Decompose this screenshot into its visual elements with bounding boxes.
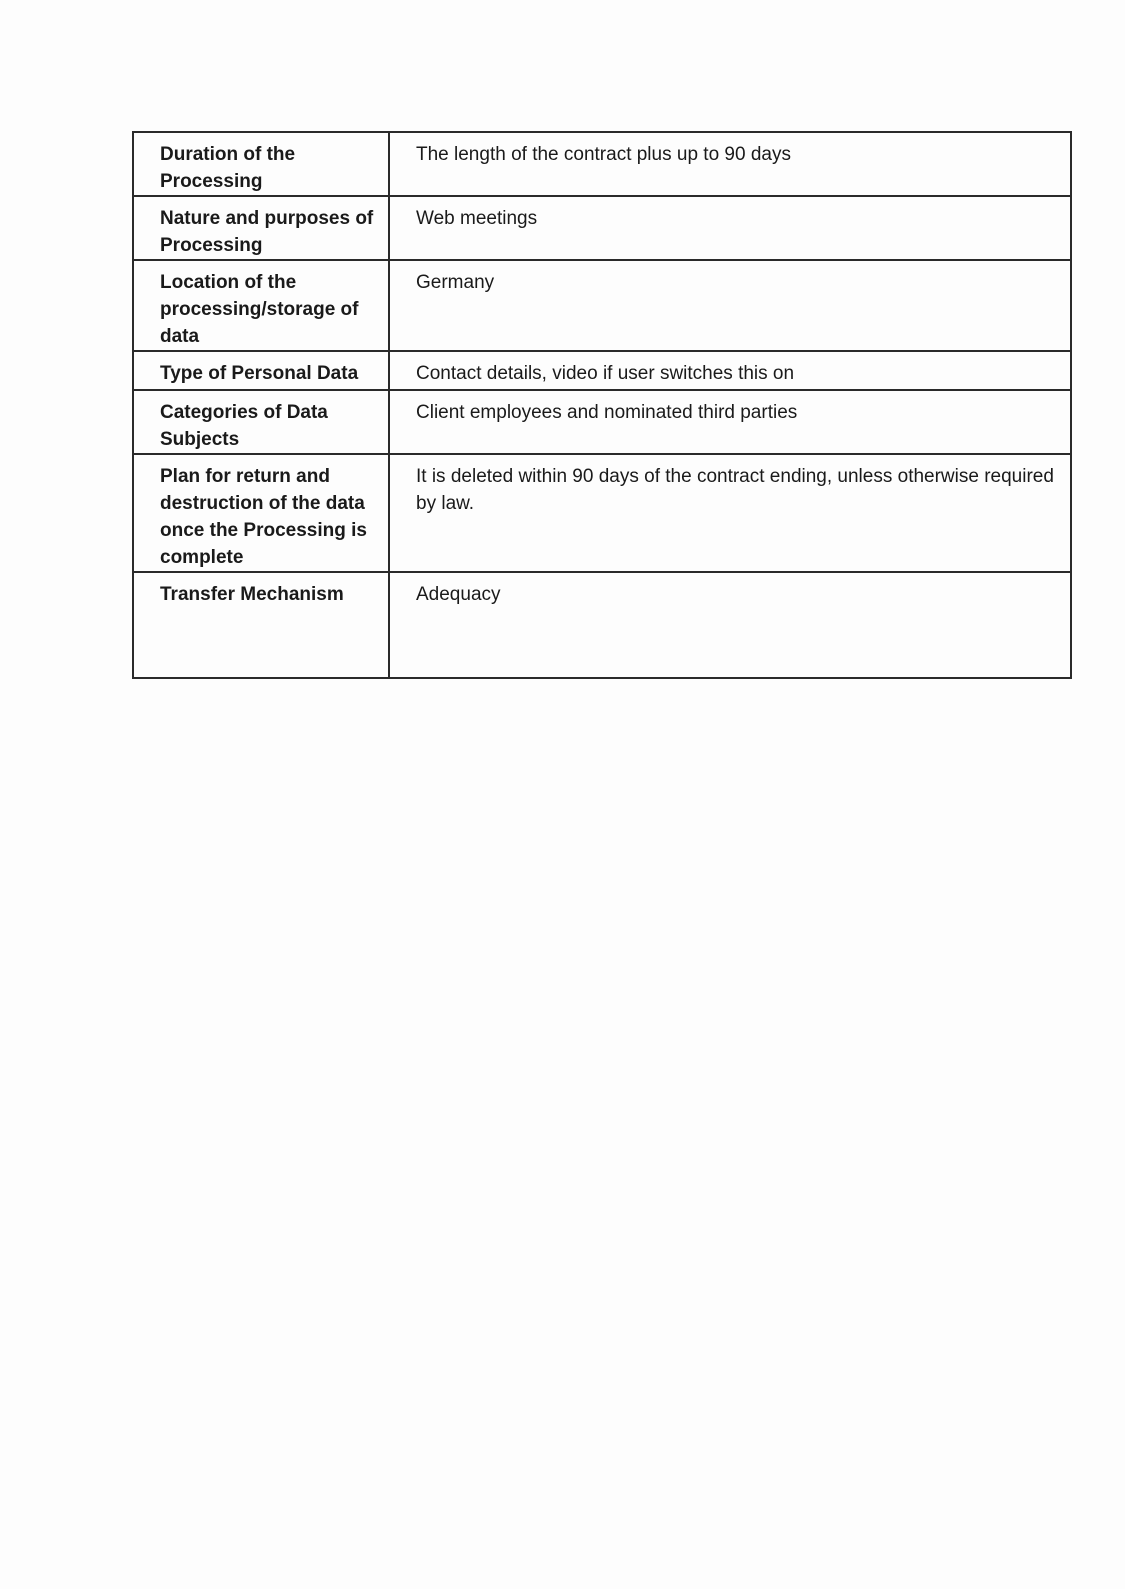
table-row [133,390,1071,454]
table-row [133,260,1071,351]
row-label-duration: Duration of the Processing [133,132,389,196]
row-value-nature-purposes: Web meetings [389,196,1071,260]
row-value-personal-data-type: Contact details, video if user switches this on [389,351,1071,390]
row-value-return-destruction: It is deleted within 90 days of the contract ending, unless otherwise required by law. [389,454,1071,572]
row-value-duration: The length of the contract plus up to 90 days [389,132,1071,196]
table-row [133,454,1071,572]
row-value-location: Germany [389,260,1071,351]
row-label-nature-purposes: Nature and purposes of Processing [133,196,389,260]
row-label-return-destruction: Plan for return and destruction of the data once the Processing is complete [133,454,389,572]
row-value-data-subjects: Client employees and nominated third parties [389,390,1071,454]
row-label-transfer-mechanism: Transfer Mechanism [133,572,389,678]
table-row [133,132,1071,196]
row-label-location: Location of the processing/storage of data [133,260,389,351]
table-row [133,351,1071,390]
processing-details-table [132,131,1072,679]
table-row [133,572,1071,678]
row-label-personal-data-type: Type of Personal Data [133,351,389,390]
row-label-data-subjects: Categories of Data Subjects [133,390,389,454]
table-row [133,196,1071,260]
row-value-transfer-mechanism: Adequacy [389,572,1071,678]
